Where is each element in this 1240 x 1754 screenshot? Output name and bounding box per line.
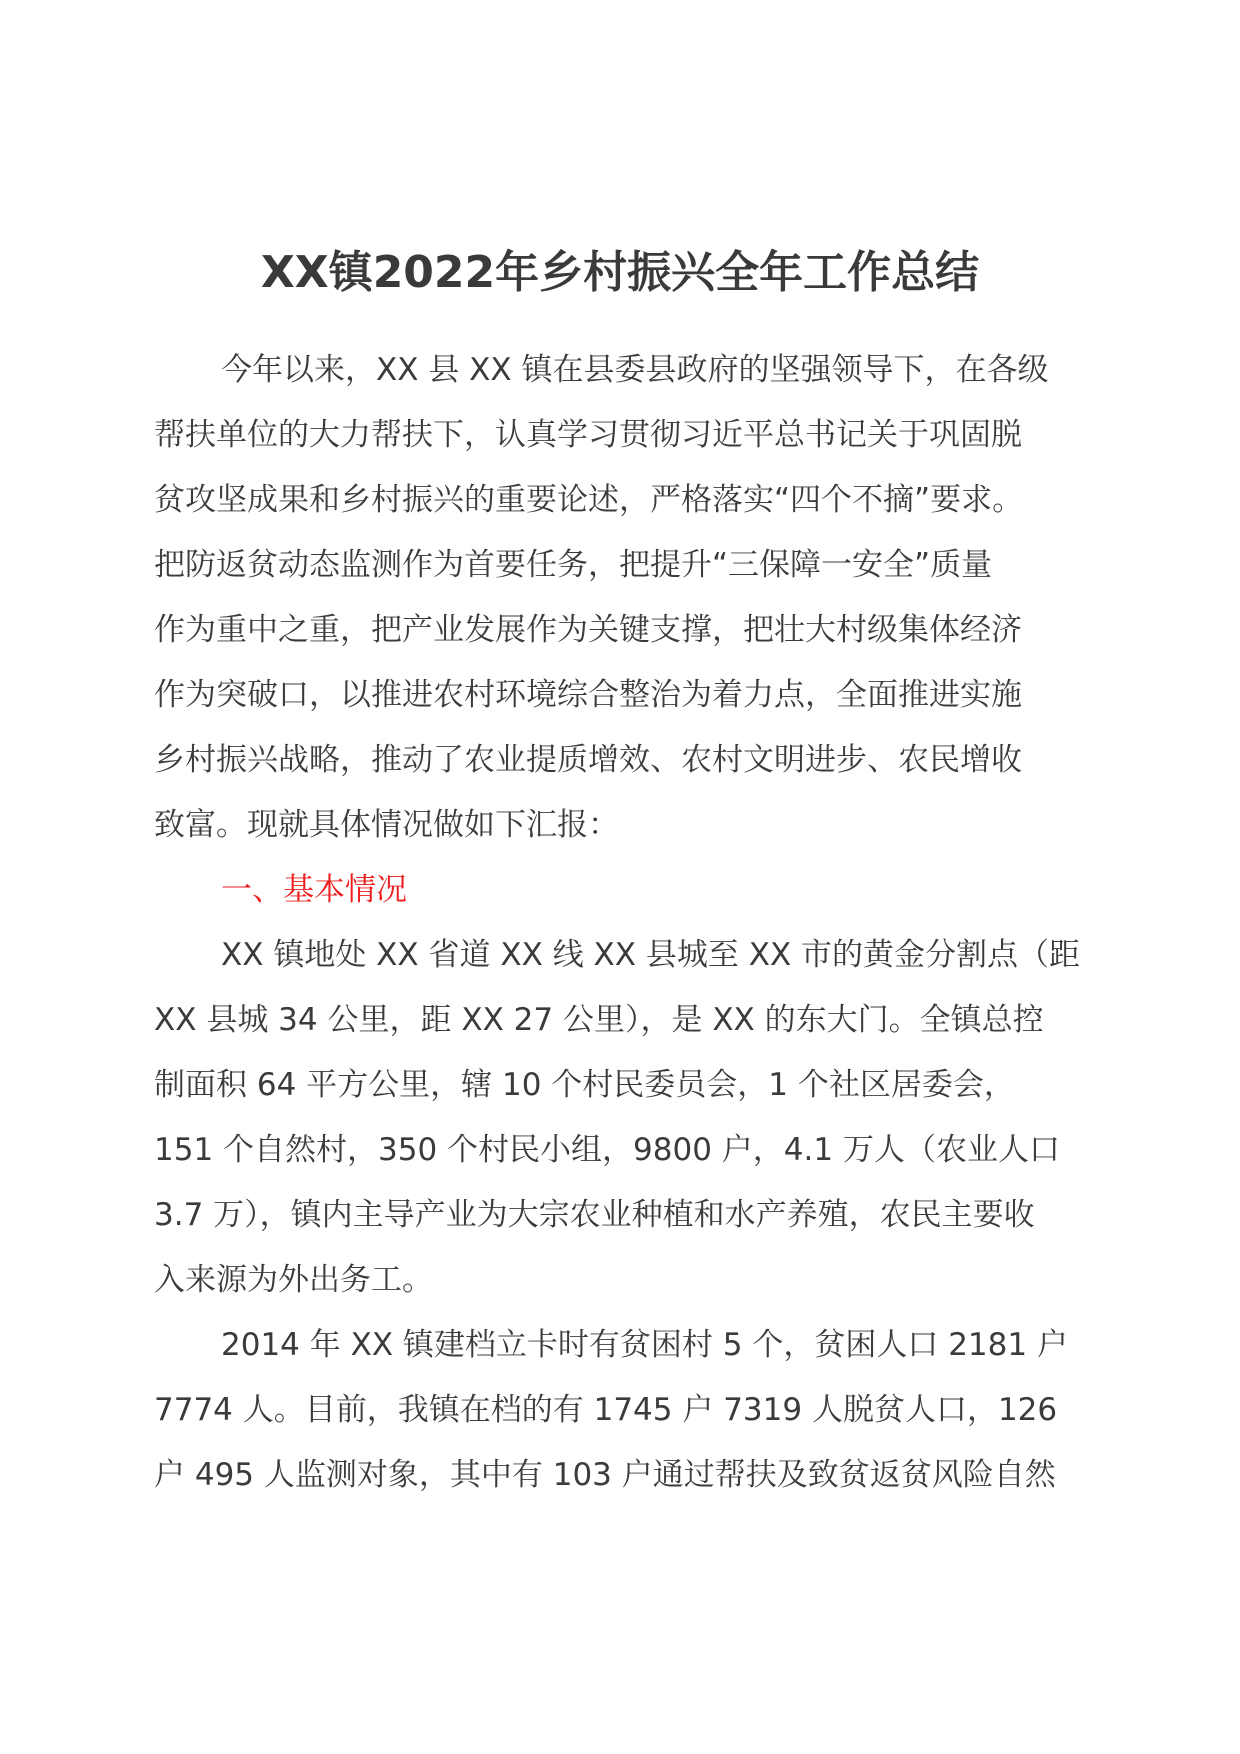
text-line: 入来源为外出务工。	[154, 1262, 433, 1298]
intro-paragraph	[154, 338, 1094, 858]
text-line: XX 镇地处 XX 省道 XX 线 XX 县城至 XX 市的黄金分割点（距	[221, 937, 1081, 973]
section-heading: 一、基本情况	[221, 872, 407, 908]
text-line: 今年以来，XX 县 XX 镇在县委县政府的坚强领导下，在各级	[221, 352, 1049, 388]
text-line: 制面积 64 平方公里，辖 10 个村民委员会，1 个社区居委会，	[154, 1067, 1015, 1103]
text-line: 乡村振兴战略，推动了农业提质增效、农村文明进步、农民增收	[154, 742, 1022, 778]
text-line: 作为突破口，以推进农村环境综合整治为着力点，全面推进实施	[154, 677, 1022, 713]
text-line: 151 个自然村，350 个村民小组，9800 户，4.1 万人（农业人口	[154, 1132, 1060, 1168]
section-heading-container	[154, 858, 1094, 923]
basic-info-paragraph	[154, 923, 1094, 1313]
text-line: 2014 年 XX 镇建档立卡时有贫困村 5 个，贫困人口 2181 户	[221, 1327, 1068, 1363]
text-line: 户 495 人监测对象，其中有 103 户通过帮扶及致贫返贫风险自然	[154, 1457, 1056, 1493]
poverty-data-paragraph	[154, 1313, 1094, 1508]
text-line: 把防返贫动态监测作为首要任务，把提升“三保障一安全”质量	[154, 547, 993, 583]
text-line: 贫攻坚成果和乡村振兴的重要论述，严格落实“四个不摘”要求。	[154, 482, 1024, 518]
text-line: 7774 人。目前，我镇在档的有 1745 户 7319 人脱贫人口，126	[154, 1392, 1058, 1428]
text-line: XX 县城 34 公里，距 XX 27 公里），是 XX 的东大门。全镇总控	[154, 1002, 1044, 1038]
text-line: 帮扶单位的大力帮扶下，认真学习贯彻习近平总书记关于巩固脱	[154, 417, 1022, 453]
text-line: 作为重中之重，把产业发展作为关键支撑，把壮大村级集体经济	[154, 612, 1022, 648]
text-line: 3.7 万），镇内主导产业为大宗农业种植和水产养殖，农民主要收	[154, 1197, 1035, 1233]
text-line: 致富。现就具体情况做如下汇报：	[154, 807, 619, 843]
document-title: XX镇2022年乡村振兴全年工作总结	[260, 247, 980, 298]
